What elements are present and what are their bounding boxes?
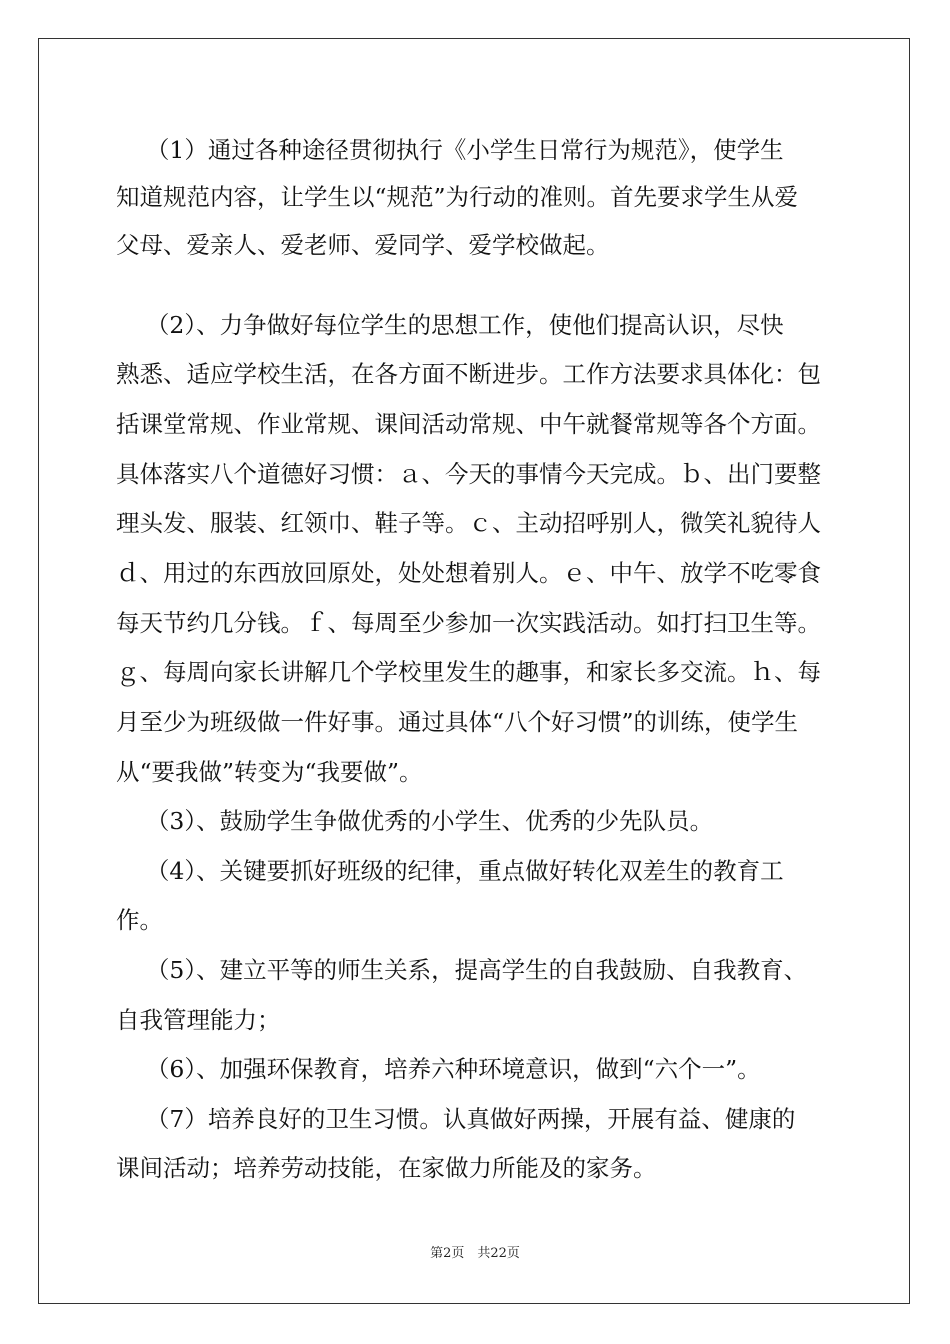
text-line: ｇ、每周向家长讲解几个学校里发生的趣事，和家长多交流。ｈ、每 xyxy=(116,658,821,686)
page-number-footer: 第2页 共22页 xyxy=(430,1246,520,1261)
text-line: 熟悉、适应学校生活，在各方面不断进步。工作方法要求具体化：包 xyxy=(116,360,821,388)
text-line: 父母、爱亲人、爱老师、爱同学、爱学校做起。 xyxy=(116,231,610,259)
text-line: ｄ、用过的东西放回原处，处处想着别人。ｅ、中午、放学不吃零食 xyxy=(116,559,821,587)
text-line: 自我管理能力； xyxy=(116,1006,281,1034)
text-line: 理头发、服装、红领巾、鞋子等。ｃ、主动招呼别人，微笑礼貌待人 xyxy=(116,509,821,537)
text-line: （3）、鼓励学生争做优秀的小学生、优秀的少先队员。 xyxy=(116,807,714,835)
text-line: 作。 xyxy=(116,906,163,934)
text-line: 具体落实八个道德好习惯：ａ、今天的事情今天完成。ｂ、出门要整 xyxy=(116,460,821,488)
text-line: （1）通过各种途径贯彻执行《小学生日常行为规范》，使学生 xyxy=(116,136,784,164)
text-line: （7）培养良好的卫生习惯。认真做好两操，开展有益、健康的 xyxy=(116,1105,796,1133)
text-line: 每天节约几分钱。ｆ、每周至少参加一次实践活动。如打扫卫生等。 xyxy=(116,609,821,637)
text-line: 括课堂常规、作业常规、课间活动常规、中午就餐常规等各个方面。 xyxy=(116,410,821,438)
text-line: （5）、建立平等的师生关系，提高学生的自我鼓励、自我教育、 xyxy=(116,956,808,984)
text-line: 课间活动；培养劳动技能，在家做力所能及的家务。 xyxy=(116,1154,657,1182)
text-line: 从“要我做”转变为“我要做”。 xyxy=(116,758,423,786)
text-line: （2）、力争做好每位学生的思想工作，使他们提高认识，尽快 xyxy=(116,311,784,339)
text-line: （6）、加强环保教育，培养六种环境意识，做到“六个一”。 xyxy=(116,1055,761,1083)
text-line: 知道规范内容，让学生以“规范”为行动的准则。首先要求学生从爱 xyxy=(116,183,799,211)
text-line: 月至少为班级做一件好事。通过具体“八个好习惯”的训练，使学生 xyxy=(116,708,799,736)
text-line: （4）、关键要抓好班级的纪律，重点做好转化双差生的教育工 xyxy=(116,857,784,885)
